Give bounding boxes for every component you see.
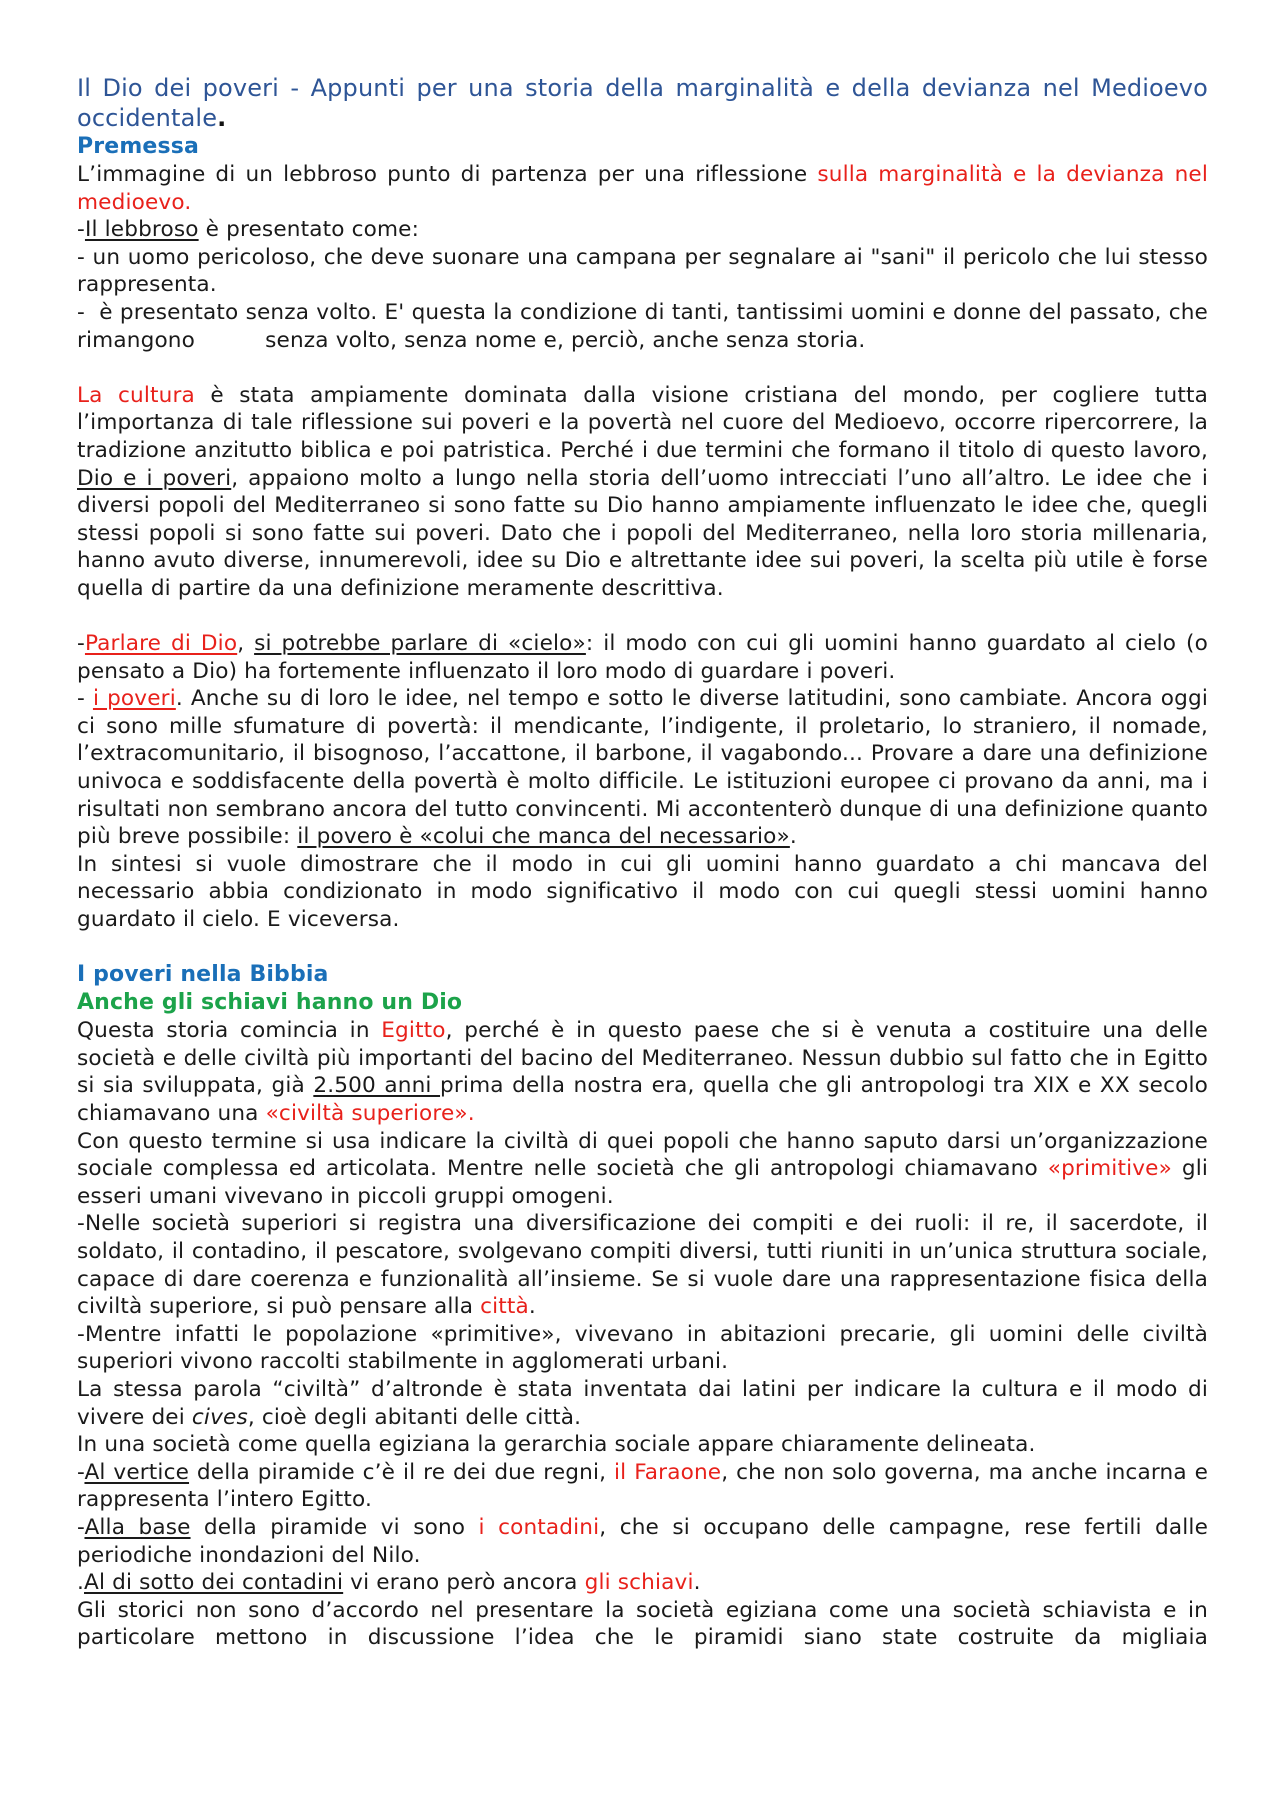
paragraph-in-sintesi: In sintesi si vuole dimostrare che il modo in cui gli uomini hanno guardato a chi mancava del necessario abbia condizionato in modo significativo il modo con cui quegli stessi uomini hanno guardato il cielo. E viceversa.	[77, 851, 1208, 933]
document-title: Il Dio dei poveri - Appunti per una storia della marginalità e della devianza nel Medioevo occidentale.	[77, 74, 1208, 132]
paragraph-schiavi: .Al di sotto dei contadini vi erano però ancora gli schiavi.	[77, 1570, 701, 1596]
paragraph-parola-civilta: La stessa parola “civiltà” d’altronde è stata inventata dai latini per indicare la cultura e il modo di vivere dei cives, cioè degli abitanti delle città.	[77, 1376, 1208, 1430]
paragraph-parlare-di-dio: -Parlare di Dio, si potrebbe parlare di «cielo»: il modo con cui gli uomini hanno guardato al cielo (o pensato a Dio) ha fortemente influenzato il loro modo di guardare i poveri.	[77, 631, 1208, 684]
paragraph-spacer	[77, 603, 1208, 631]
paragraph-base: -Alla base della piramide vi sono i contadini, che si occupano delle campagne, rese fertili dalle periodiche inondazioni del Nilo.	[77, 1514, 1209, 1568]
section-heading-premessa: Premessa	[77, 134, 199, 159]
paragraph-storici: Gli storici non sono d’accordo nel presentare la società egiziana come una società schiavista e in particolare mettono in discussione l’idea che le piramidi siano state costruite da migliaia	[77, 1597, 1208, 1651]
paragraph-lebbroso-presentato: -Il lebbroso è presentato come:	[77, 217, 420, 243]
section-heading-poveri-bibbia: I poveri nella Bibbia	[77, 962, 329, 988]
paragraph-societa-superiori: -Nelle società superiori si registra una diversificazione dei compiti e dei ruoli: il re, il sacerdote, il soldato, il contadino, il pescatore, svolgevano compiti diversi, tutti riuniti in un’unica struttura sociale, capace di dare coerenza e funzionalità all’insieme. Se si vuole dare una rappresentazione fisica della civiltà superiore, si può pensare alla città.	[77, 1211, 1208, 1320]
subsection-heading-schiavi: Anche gli schiavi hanno un Dio	[77, 990, 463, 1016]
paragraph-uomo-pericoloso: - un uomo pericoloso, che deve suonare una campana per segnalare ai "sani" il pericolo che lui stesso rappresenta.	[77, 244, 1208, 298]
paragraph-i-poveri: - i poveri. Anche su di loro le idee, nel tempo e sotto le diverse latitudini, sono cambiate. Ancora oggi ci sono mille sfumature di povertà: il mendicante, l’indigente, il proletario, lo straniero, il nomade, l’extracomunitario, il bisognoso, l’accattone, il barbone, il vagabondo... Provare a dare una definizione univoca e soddisfacente della povertà è molto difficile. Le istituzioni europee ci provano da anni, ma i risultati non sembrano ancora del tutto convincenti. Mi accontenterò dunque di una definizione quanto più breve possibile: il povero è «colui che manca del necessario».	[77, 686, 1208, 850]
paragraph-spacer	[77, 354, 1208, 382]
paragraph-lebbroso: L’immagine di un lebbroso punto di partenza per una riflessione sulla marginalità e la devianza nel medioevo.	[77, 162, 1208, 215]
document-page	[77, 74, 1216, 1652]
paragraph-cultura: La cultura è stata ampiamente dominata dalla visione cristiana del mondo, per cogliere tutta l’importanza di tale riflessione sui poveri e la povertà nel cuore del Medioevo, occorre ripercorrere, la tradizione anzitutto biblica e poi patristica. Perché i due termini che formano il titolo di questo lavoro, Dio e i poveri, appaiono molto a lungo nella storia dell’uomo intrecciati l’uno all’altro. Le idee che i diversi popoli del Mediterraneo si sono fatte su Dio hanno ampiamente influenzato le idee che, quegli stessi popoli si sono fatte sui poveri. Dato che i popoli del Mediterraneo, nella loro storia millenaria, hanno avuto diverse, innumerevoli, idee su Dio e altrettante idee sui poveri, la scelta più utile è forse quella di partire da una definizione meramente descrittiva.	[77, 382, 1208, 601]
paragraph-senza-volto: - è presentato senza volto. E' questa la condizione di tanti, tantissimi uomini e donne del passato, che rimangono senza volto, senza nome e, perciò, anche senza storia.	[77, 299, 1216, 353]
paragraph-vertice: -Al vertice della piramide c’è il re dei due regni, il Faraone, che non solo governa, ma anche incarna e rappresenta l’intero Egitto.	[77, 1459, 1209, 1513]
paragraph-gerarchia: In una società come quella egiziana la gerarchia sociale appare chiaramente delineata.	[77, 1432, 1036, 1458]
paragraph-popolazioni-primitive: -Mentre infatti le popolazione «primitive», vivevano in abitazioni precarie, gli uomini delle civiltà superiori vivono raccolti stabilmente in agglomerati urbani.	[77, 1321, 1208, 1375]
paragraph-civilta-termine: Con questo termine si usa indicare la civiltà di quei popoli che hanno saputo darsi un’organizzazione sociale complessa ed articolata. Mentre nelle società che gli antropologi chiamavano «primitive» gli esseri umani vivevano in piccoli gruppi omogeni.	[77, 1128, 1208, 1209]
paragraph-egitto: Questa storia comincia in Egitto, perché è in questo paese che si è venuta a costituire una delle società e delle civiltà più importanti del bacino del Mediterraneo. Nessun dubbio sul fatto che in Egitto si sia sviluppata, già 2.500 anni prima della nostra era, quella che gli antropologi tra XIX e XX secolo chiamavano una «civiltà superiore».	[77, 1018, 1208, 1126]
paragraph-spacer	[77, 934, 1208, 962]
